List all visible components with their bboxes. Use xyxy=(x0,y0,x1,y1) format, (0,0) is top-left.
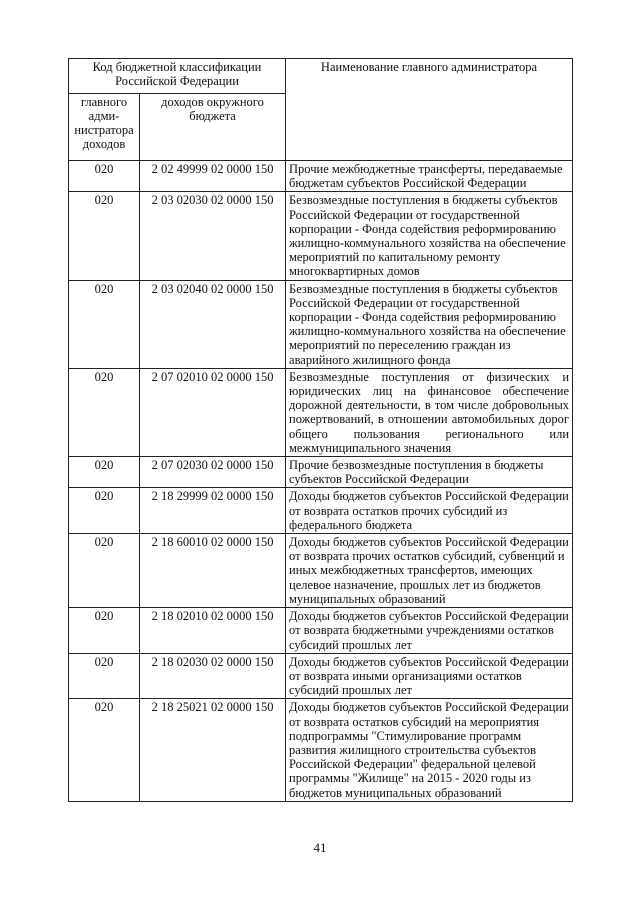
admin-code-cell: 020 xyxy=(69,699,140,801)
budget-code-cell: 2 18 02030 02 0000 150 xyxy=(140,653,286,699)
code-group-header: Код бюджетной классификации Российской Федерации xyxy=(69,59,286,94)
admin-code-cell: 020 xyxy=(69,368,140,456)
administrator-name-cell: Доходы бюджетов субъектов Российской Федерации от возврата бюджетными учреждениями остатков субсидий прошлых лет xyxy=(286,608,573,654)
table-row xyxy=(69,192,573,280)
administrator-name-cell: Доходы бюджетов субъектов Российской Федерации от возврата остатков субсидий на мероприятия подпрограммы "Стимулирование программ развития жилищного строительства субъектов Российской Федерации" федеральной целевой программы "Жилище" на 2015 - 2020 годы из бюджетов муниципальных образований xyxy=(286,699,573,801)
admin-code-cell: 020 xyxy=(69,488,140,534)
admin-code-cell: 020 xyxy=(69,280,140,368)
admin-code-cell: 020 xyxy=(69,192,140,280)
table-header-row xyxy=(69,59,573,94)
budget-classification-table xyxy=(68,58,573,802)
income-code-header: доходов окружного бюджета xyxy=(140,94,286,161)
administrator-name-cell: Безвозмездные поступления в бюджеты субъектов Российской Федерации от государственной корпорации - Фонда содействия реформированию жилищно-коммунального хозяйства на обеспечение мероприятий по капитальному ремонту многоквартирных домов xyxy=(286,192,573,280)
budget-code-cell: 2 07 02030 02 0000 150 xyxy=(140,457,286,488)
table-row xyxy=(69,280,573,368)
table-row xyxy=(69,534,573,608)
administrator-name-cell: Доходы бюджетов субъектов Российской Федерации от возврата прочих остатков субсидий, субвенций и иных межбюджетных трансфертов, имеющих целевое назначение, прошлых лет из бюджетов муниципальных образований xyxy=(286,534,573,608)
budget-code-cell: 2 03 02040 02 0000 150 xyxy=(140,280,286,368)
budget-code-cell: 2 18 02010 02 0000 150 xyxy=(140,608,286,654)
budget-code-cell: 2 02 49999 02 0000 150 xyxy=(140,161,286,192)
page-number: 41 xyxy=(313,840,327,855)
table-row xyxy=(69,608,573,654)
budget-code-cell: 2 18 25021 02 0000 150 xyxy=(140,699,286,801)
admin-code-cell: 020 xyxy=(69,653,140,699)
table-row xyxy=(69,699,573,801)
admin-code-cell: 020 xyxy=(69,161,140,192)
admin-code-cell: 020 xyxy=(69,534,140,608)
administrator-name-cell: Безвозмездные поступления в бюджеты субъектов Российской Федерации от государственной корпорации - Фонда содействия реформированию жилищно-коммунального хозяйства на обеспечение мероприятий по переселению граждан из аварийного жилищного фонда xyxy=(286,280,573,368)
budget-code-cell: 2 18 60010 02 0000 150 xyxy=(140,534,286,608)
table-row xyxy=(69,368,573,456)
administrator-name-cell: Прочие безвозмездные поступления в бюджеты субъектов Российской Федерации xyxy=(286,457,573,488)
budget-code-cell: 2 03 02030 02 0000 150 xyxy=(140,192,286,280)
administrator-name-header: Наименование главного администратора xyxy=(286,59,573,161)
administrator-name-cell: Безвозмездные поступления от физических и юридических лиц на финансовое обеспечение дорожной деятельности, в том числе добровольных пожертвований, в отношении автомобильных дорог общего пользования регионального или межмуниципального значения xyxy=(286,368,573,456)
administrator-name-cell: Прочие межбюджетные трансферты, передаваемые бюджетам субъектов Российской Федерации xyxy=(286,161,573,192)
admin-code-cell: 020 xyxy=(69,457,140,488)
budget-code-cell: 2 18 29999 02 0000 150 xyxy=(140,488,286,534)
admin-code-header: главного адми- нистратора доходов xyxy=(69,94,140,161)
budget-code-cell: 2 07 02010 02 0000 150 xyxy=(140,368,286,456)
administrator-name-cell: Доходы бюджетов субъектов Российской Федерации от возврата иными организациями остатков субсидий прошлых лет xyxy=(286,653,573,699)
table-row xyxy=(69,488,573,534)
table-row xyxy=(69,653,573,699)
administrator-name-cell: Доходы бюджетов субъектов Российской Федерации от возврата остатков прочих субсидий из федерального бюджета xyxy=(286,488,573,534)
table-row xyxy=(69,457,573,488)
admin-code-cell: 020 xyxy=(69,608,140,654)
table-row xyxy=(69,161,573,192)
